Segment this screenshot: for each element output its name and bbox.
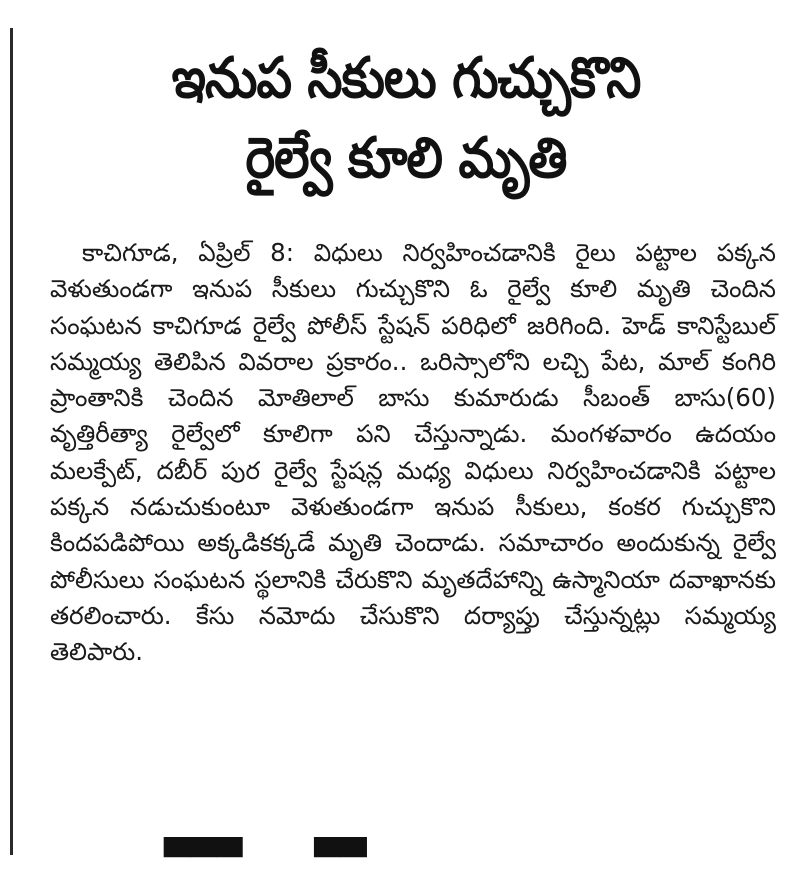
article-body: కాచిగూడ, ఏప్రిల్ 8: విధులు నిర్వహించడానికి రైలు పట్టాల పక్కన వెళుతుండగా ఇనుప సీకులు గుచ్చుకొని ఓ రైల్వే కూలి మృతి చెందిన సంఘటన కాచిగూడ రైల్వే పోలీస్ స్టేషన్ పరిధిలో జరిగింది. హెడ్ కానిస్టేబుల్ సమ్మయ్య తెలిపిన వివరాల ప్రకారం.. ఒరిస్సాలోని లచ్చి పేట, మాల్ కంగిరి ప్రాంతానికి చెందిన మోతిలాల్ బాసు కుమారుడు సీబంత్ బాసు(60) వృత్తిరీత్యా రైల్వేలో కూలిగా పని చేస్తున్నాడు. మంగళవారం ఉదయం మలక్పేట్, దబీర్ పుర రైల్వే స్టేషన్ల మధ్య విధులు నిర్వహించడానికి పట్టాల పక్కన నడుచుకుంటూ వెళుతుండగా ఇనుప సీకులు, కంకర గుచ్చుకొని కిందపడిపోయి అక్కడికక్కడే మృతి చెందాడు. సమాచారం అందుకున్న రైల్వే పోలీసులు సంఘటన స్థలానికి చేరుకొని మృతదేహాన్ని ఉస్మానియా దవాఖానకు తరలించారు. కేసు నమోదు చేసుకొని దర్యాప్తు చేస్తున్నట్లు సమ్మయ్య తెలిపారు. [50,238,776,667]
article-headline [24,38,788,198]
cutoff-headline-fragment: ▀▀▀ [164,838,243,878]
headline-line-1: ఇనుప సీకులు గుచ్చుకొని [171,45,641,111]
headline-line-2: రైల్వే కూలి మృతి [245,125,567,191]
cutoff-headline-fragment: ▀▀ [314,838,367,878]
next-article-cutoff [164,838,684,878]
newspaper-clipping [24,0,788,878]
column-divider [10,28,13,855]
